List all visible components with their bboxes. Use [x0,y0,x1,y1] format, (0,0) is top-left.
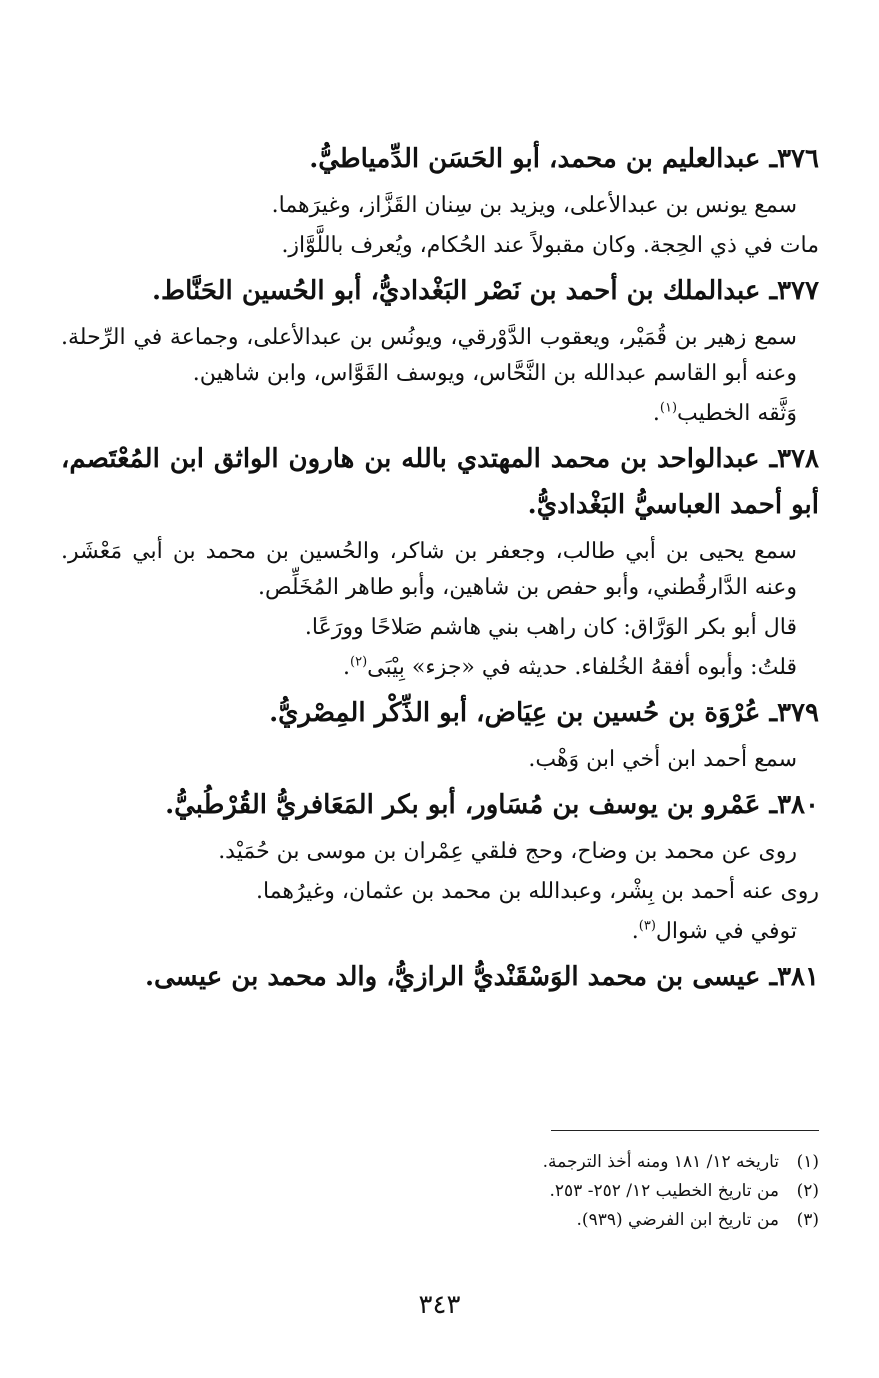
entry-paragraph [61,650,819,686]
footnote-ref: (٣) [638,918,656,934]
entry-paragraph: سمع يحيى بن أبي طالب، وجعفر بن شاكر، والحُسين بن محمد بن أبي مَعْشَر. وعنه الدَّارقُطني، وأبو حفص بن شاهين، وأبو طاهر المُخَلِّص. [61,539,797,600]
paragraph-tail: . [343,655,351,680]
footnotes [219,1148,819,1235]
footnote-item [219,1148,819,1177]
footnote-text: من تاريخ ابن الفرضي (٩٣٩). [576,1210,779,1230]
main-text [61,136,819,1006]
entry-paragraph: روى عن محمد بن وضاح، وحج فلقي عِمْران بن موسى بن حُمَيْد. [218,839,797,864]
paragraph-text: وَثَّقه الخطيب [677,401,797,426]
footnote-ref: (١) [659,400,678,416]
entry-paragraph: سمع زهير بن قُمَيْر، ويعقوب الدَّوْرقي، ويونُس بن عبدالأعلى، وجماعة في الرِّحلة. وعنه أبو القاسم عبدالله بن النَّحَّاس، ويوسف القَوَّاس، وابن شاهين. [61,325,797,386]
entry-paragraph: قال أبو بكر الوَرَّاق: كان راهب بني هاشم صَلاحًا وورَعًا. [304,615,797,640]
footnote-number: (٢) [796,1181,819,1201]
entry-paragraph: مات في ذي الحِجة. وكان مقبولاً عند الحُكام، ويُعرف باللَّوَّاز. [281,233,819,258]
entry-heading: ٣٨١ـ عيسى بن محمد الوَسْقَنْديُّ الرازيُّ، والد محمد بن عيسى. [144,962,819,992]
entry-heading: ٣٧٨ـ عبدالواحد بن محمد المهتدي بالله بن هارون الواثق ابن المُعْتَصم، أبو أحمد العباسيُّ البَغْداديُّ. [61,444,819,520]
paragraph-text: توفي في شوال [655,919,797,944]
footnote-text: تاريخه ١٢/ ١٨١ ومنه أخذ الترجمة. [542,1152,779,1172]
paragraph-tail: . [631,919,639,944]
page-number: ٣٤٣ [418,1290,461,1320]
paragraph-text: قلتُ: وأبوه أفقهُ الخُلفاء. حديثه في «جزء» بِيْبَى [367,655,797,680]
entry-paragraph: سمع أحمد ابن أخي ابن وَهْب. [528,747,797,772]
entry-paragraph [61,914,819,950]
footnote-item [219,1206,819,1235]
footnote-number: (١) [796,1152,819,1172]
footnote-item [219,1177,819,1206]
entry-paragraph [61,396,819,432]
entry-heading: ٣٧٦ـ عبدالعليم بن محمد، أبو الحَسَن الدِّمياطيُّ. [309,144,819,174]
entry-paragraph: روى عنه أحمد بن بِشْر، وعبدالله بن محمد بن عثمان، وغيرُهما. [256,879,819,904]
paragraph-tail: . [652,401,660,426]
entry-heading: ٣٧٧ـ عبدالملك بن أحمد بن نَصْر البَغْداديُّ، أبو الحُسين الحَنَّاط. [151,276,819,306]
footnote-number: (٣) [796,1210,819,1230]
entry-paragraph: سمع يونس بن عبدالأعلى، ويزيد بن سِنان القَزَّاز، وغيرَهما. [271,193,797,218]
footnote-text: من تاريخ الخطيب ١٢/ ٢٥٢- ٢٥٣. [549,1181,779,1201]
footnote-separator [551,1130,819,1131]
entry-heading: ٣٧٩ـ عُرْوَة بن حُسين بن عِيَاض، أبو الذِّكْر المِصْريُّ. [269,698,819,728]
footnote-ref: (٢) [350,654,368,670]
entry-heading: ٣٨٠ـ عَمْرو بن يوسف بن مُسَاور، أبو بكر المَعَافريُّ القُرْطُبيُّ. [165,790,819,820]
